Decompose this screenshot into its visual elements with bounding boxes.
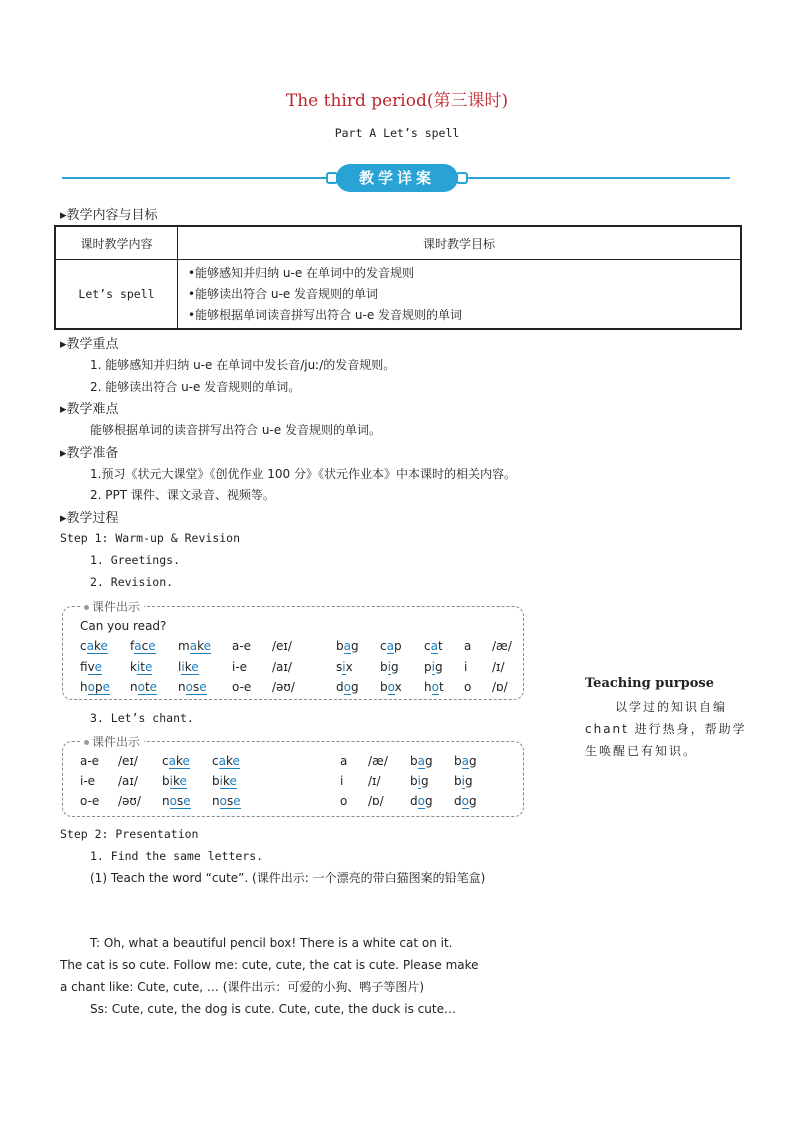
box1-cell: i [464, 660, 468, 674]
section-banner: 教学详案 [336, 164, 458, 192]
goal-item: •能够根据单词读音拼写出符合 u-e 发音规则的单词 [188, 308, 463, 322]
box2-cell: o [340, 794, 348, 808]
box2-cell: /ɒ/ [368, 794, 384, 808]
box1-cell: /æ/ [492, 639, 512, 653]
box1-cell: a-e [232, 639, 252, 653]
box1-cell: kite [130, 660, 153, 674]
difficulty-text: 能够根据单词的读音拼写出符合 u-e 发音规则的单词。 [90, 423, 381, 437]
box1-cell: hot [424, 680, 444, 694]
box1-cell: /ɒ/ [492, 680, 508, 694]
box1-cell: /ɪ/ [492, 660, 505, 674]
box2-cell: big [410, 774, 429, 788]
box2-cell: o-e [80, 794, 100, 808]
dialog-line: The cat is so cute. Follow me: cute, cute, the cat is cute. Please make [60, 958, 479, 972]
box2-cell: /aɪ/ [118, 774, 138, 788]
box1-cell: nose [178, 680, 207, 694]
step1-item: 3. Let’s chant. [90, 711, 194, 725]
dialog-line: a chant like: Cute, cute, … (课件出示：可爱的小狗、鸭子等图片) [60, 980, 425, 994]
box1-cell: hope [80, 680, 110, 694]
process-heading: ▸教学过程 [60, 511, 119, 526]
box1-cell: like [178, 660, 199, 674]
prep-item: 2. PPT 课件、课文录音、视频等。 [90, 488, 275, 502]
box1-cell: o [464, 680, 472, 694]
prep-item: 1.预习《状元大课堂》《创优作业 100 分》《状元作业本》中本课时的相关内容。 [90, 467, 516, 481]
focus-item: 2. 能够读出符合 u-e 发音规则的单词。 [90, 380, 301, 394]
box1-cell: cat [424, 639, 443, 653]
box2-cell: i [340, 774, 344, 788]
box2-cell: /ɪ/ [368, 774, 381, 788]
objectives-heading: ▸教学内容与目标 [60, 208, 158, 223]
box1-cell: cake [80, 639, 108, 653]
goal-item: •能够读出符合 u-e 发音规则的单词 [188, 287, 379, 301]
page-title: The third period(第三课时) [285, 91, 509, 111]
prep-heading: ▸教学准备 [60, 446, 119, 461]
box2-cell: cake [162, 754, 190, 768]
dialog-line: T: Oh, what a beautiful pencil box! There is a white cat on it. [90, 936, 453, 950]
box1-cell: i-e [232, 660, 248, 674]
box1-prompt: Can you read? [80, 619, 167, 633]
box2-cell: big [454, 774, 473, 788]
dot-icon [84, 740, 89, 745]
focus-heading: ▸教学重点 [60, 337, 119, 352]
box1-cell: dog [336, 680, 359, 694]
objectives-col2-header: 课时教学目标 [178, 226, 742, 260]
box1-cell: cap [380, 639, 402, 653]
box1-cell: box [380, 680, 402, 694]
page-subtitle: Part A Let’s spell [334, 126, 460, 140]
box2-cell: bike [162, 774, 187, 788]
box1-cell: /eɪ/ [272, 639, 292, 653]
goal-item: •能够感知并归纳 u-e 在单词中的发音规则 [188, 266, 415, 280]
box2-cell: bag [454, 754, 477, 768]
box1-cell: /əʊ/ [272, 680, 295, 694]
box2-cell: dog [410, 794, 433, 808]
objectives-content-cell: Let’s spell [55, 260, 178, 330]
box2-cell: /æ/ [368, 754, 388, 768]
box2-cell: cake [212, 754, 240, 768]
box1-cell: make [178, 639, 211, 653]
banner-line-right [466, 177, 730, 179]
step1-item: 1. Greetings. [90, 553, 181, 567]
box2-cell: i-e [80, 774, 96, 788]
box2-cell: /əʊ/ [118, 794, 141, 808]
box1-cell: a [464, 639, 472, 653]
step2-sub: (1) Teach the word “cute”. (课件出示: 一个漂亮的带白猫图案的铅笔盒) [90, 871, 486, 885]
difficulty-heading: ▸教学难点 [60, 402, 119, 417]
step2-title: Step 2: Presentation [60, 827, 199, 841]
box1-cell: o-e [232, 680, 252, 694]
focus-item: 1. 能够感知并归纳 u-e 在单词中发长音/juː/的发音规则。 [90, 358, 396, 372]
sidebar-title: Teaching purpose [585, 676, 714, 691]
sidebar-text: 以学过的知识自编 chant 进行热身，帮助学生唤醒已有知识。 [585, 700, 747, 758]
courseware-tag-label: 课件出示 [92, 600, 141, 614]
courseware-tag [80, 598, 144, 615]
box1-cell: bag [336, 639, 359, 653]
box2-cell: bike [212, 774, 237, 788]
box2-cell: nose [162, 794, 191, 808]
box1-cell: face [130, 639, 156, 653]
box2-cell: /eɪ/ [118, 754, 138, 768]
objectives-col1-header: 课时教学内容 [55, 226, 178, 260]
box1-cell: /aɪ/ [272, 660, 292, 674]
box2-cell: a-e [80, 754, 100, 768]
courseware-tag [80, 733, 144, 750]
box2-cell: dog [454, 794, 477, 808]
box1-cell: six [336, 660, 353, 674]
box2-cell: a [340, 754, 348, 768]
box1-cell: pig [424, 660, 443, 674]
dot-icon [84, 605, 89, 610]
objectives-goals-cell [178, 260, 742, 330]
banner-line-left [62, 177, 328, 179]
box2-cell: nose [212, 794, 241, 808]
objectives-table [54, 225, 742, 330]
box2-cell: bag [410, 754, 433, 768]
step1-title: Step 1: Warm-up & Revision [60, 531, 241, 545]
step2-item: 1. Find the same letters. [90, 849, 264, 863]
step1-item: 2. Revision. [90, 575, 174, 589]
box1-cell: big [380, 660, 399, 674]
courseware-tag-label: 课件出示 [92, 735, 141, 749]
box1-cell: fve [80, 660, 103, 674]
box1-cell: note [130, 680, 158, 694]
dialog-line: Ss: Cute, cute, the dog is cute. Cute, cute, the duck is cute… [90, 1002, 456, 1016]
